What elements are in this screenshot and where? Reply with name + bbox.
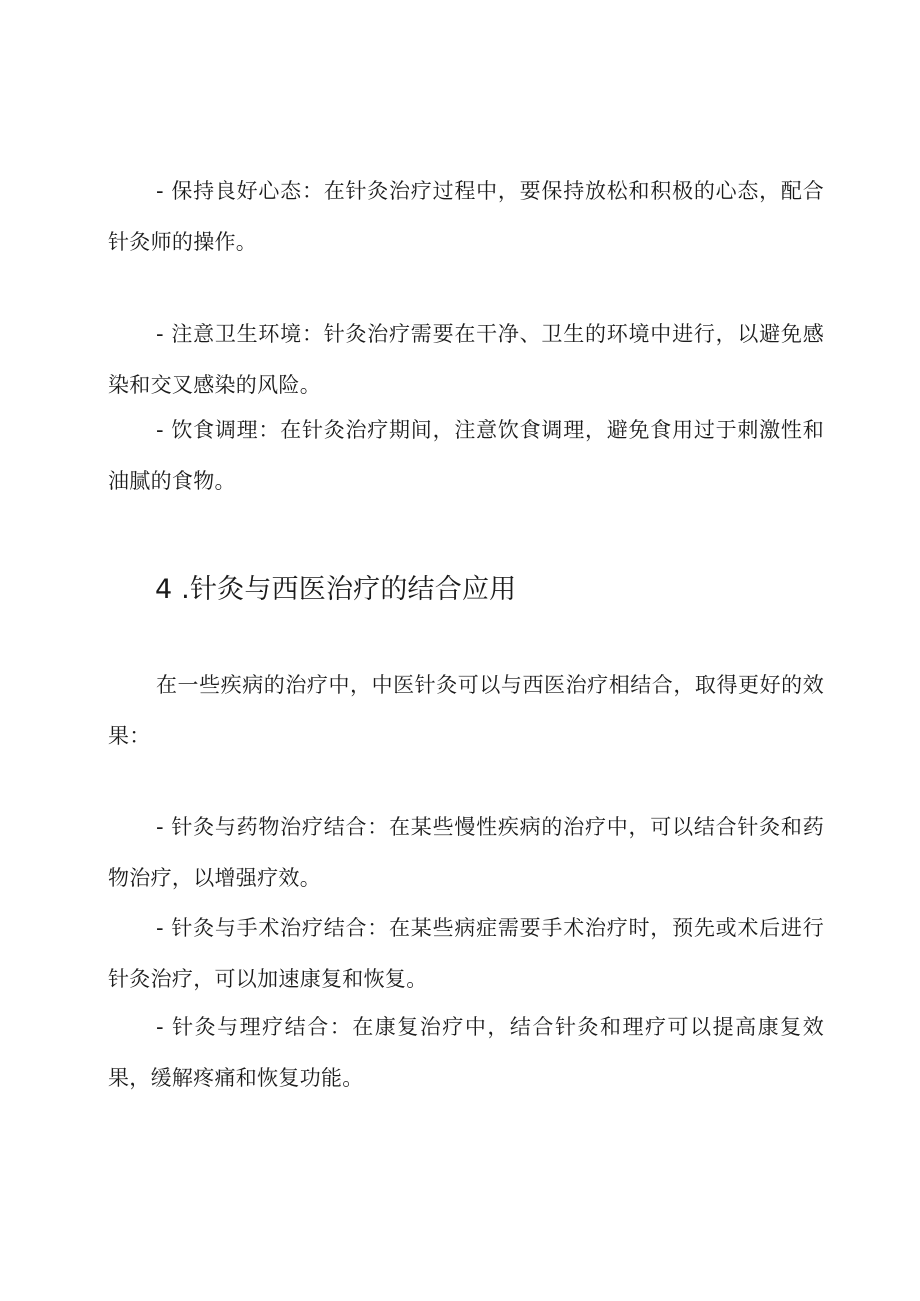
- list-item-medication: - 针灸与药物治疗结合：在某些慢性疾病的治疗中，可以结合针灸和药物治疗，以增强疗效。: [108, 815, 824, 890]
- list-item-surgery: - 针灸与手术治疗结合：在某些病症需要手术治疗时，预先或术后进行针灸治疗，可以加速康复和恢复。: [108, 916, 824, 991]
- tip-diet: - 饮食调理：在针灸治疗期间，注意饮食调理，避免食用过于刺激性和油腻的食物。: [108, 418, 824, 493]
- section-intro: 在一些疾病的治疗中，中医针灸可以与西医治疗相结合，取得更好的效果：: [108, 673, 824, 748]
- list-item-physiotherapy: - 针灸与理疗结合：在康复治疗中，结合针灸和理疗可以提高康复效果，缓解疼痛和恢复功能。: [108, 1015, 824, 1090]
- tip-mindset: - 保持良好心态：在针灸治疗过程中，要保持放松和积极的心态，配合针灸师的操作。: [108, 179, 824, 254]
- tip-hygiene: - 注意卫生环境：针灸治疗需要在干净、卫生的环境中进行，以避免感染和交叉感染的风险。: [108, 322, 824, 397]
- section-heading: 4 .针灸与西医治疗的结合应用: [155, 574, 517, 605]
